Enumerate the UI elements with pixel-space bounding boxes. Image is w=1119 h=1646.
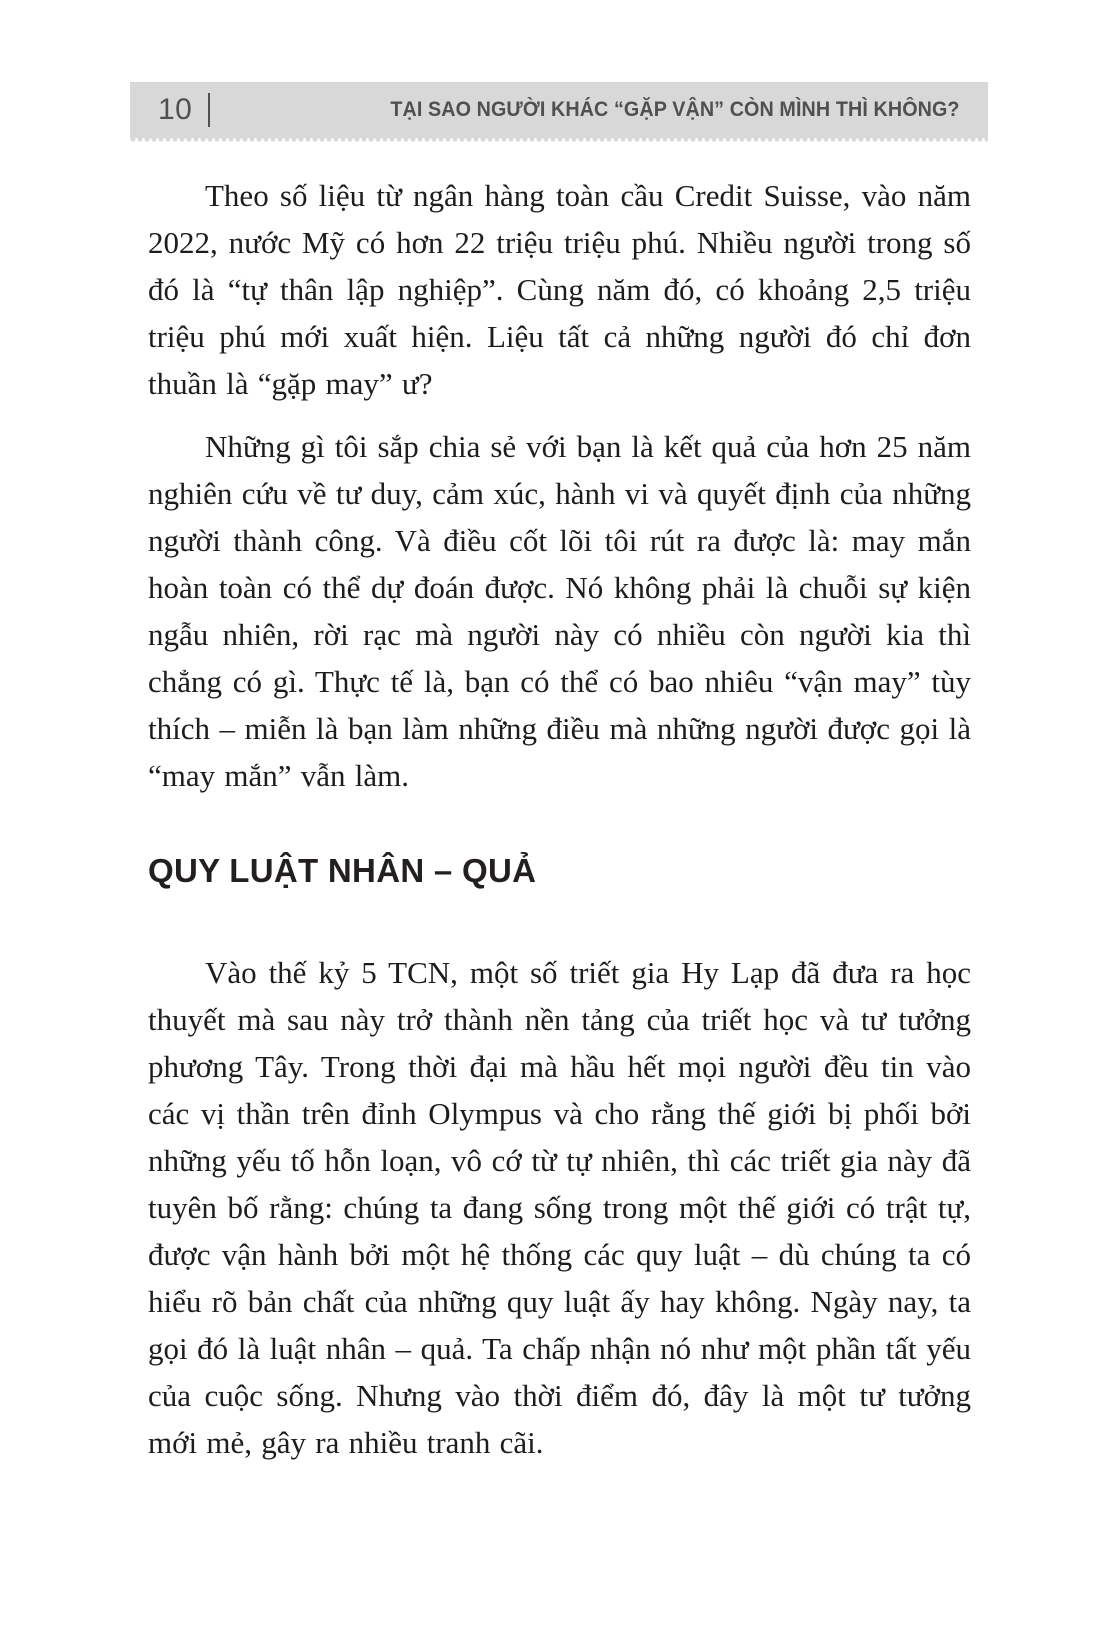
page-text-block (148, 172, 971, 1482)
running-title: TẠI SAO NGƯỜI KHÁC “GẶP VẬN” CÒN MÌNH THÌ KHÔNG? (390, 98, 960, 121)
header-perforated-edge (130, 138, 988, 146)
paragraph-body-1: Vào thế kỷ 5 TCN, một số triết gia Hy Lạp đã đưa ra học thuyết mà sau này trở thành nền tảng của triết học và tư tưởng phương Tây. Trong thời đại mà hầu hết mọi người đều tin vào các vị thần trên đỉnh Olympus và cho rằng thế giới bị phối bởi những yếu tố hỗn loạn, vô cớ từ tự nhiên, thì các triết gia này đã tuyên bố rằng: chúng ta đang sống trong một thế giới có trật tự, được vận hành bởi một hệ thống các quy luật – dù chúng ta có hiểu rõ bản chất của những quy luật ấy hay không. Ngày nay, ta gọi đó là luật nhân – quả. Ta chấp nhận nó như một phần tất yếu của cuộc sống. Nhưng vào thời điểm đó, đây là một tư tưởng mới mẻ, gây ra nhiều tranh cãi. (148, 954, 971, 1460)
page-header-left (158, 93, 210, 127)
page-header (130, 82, 988, 138)
paragraph-intro-1: Theo số liệu từ ngân hàng toàn cầu Credit Suisse, vào năm 2022, nước Mỹ có hơn 22 triệu triệu phú. Nhiều người trong số đó là “tự thân lập nghiệp”. Cùng năm đó, có khoảng 2,5 triệu triệu phú mới xuất hiện. Liệu tất cả những người đó chỉ đơn thuần là “gặp may” ư? (148, 178, 971, 401)
header-divider (208, 93, 210, 127)
page-number: 10 (158, 93, 193, 126)
paragraph-intro-2: Những gì tôi sắp chia sẻ với bạn là kết quả của hơn 25 năm nghiên cứu về tư duy, cảm xúc, hành vi và quyết định của những người thành công. Và điều cốt lõi tôi rút ra được là: may mắn hoàn toàn có thể dự đoán được. Nó không phải là chuỗi sự kiện ngẫu nhiên, rời rạc mà người này có nhiều còn người kia thì chẳng có gì. Thực tế là, bạn có thể có bao nhiêu “vận may” tùy thích – miễn là bạn làm những điều mà những người được gọi là “may mắn” vẫn làm. (148, 429, 971, 793)
section-heading: QUY LUẬT NHÂN – QUẢ (148, 852, 537, 889)
